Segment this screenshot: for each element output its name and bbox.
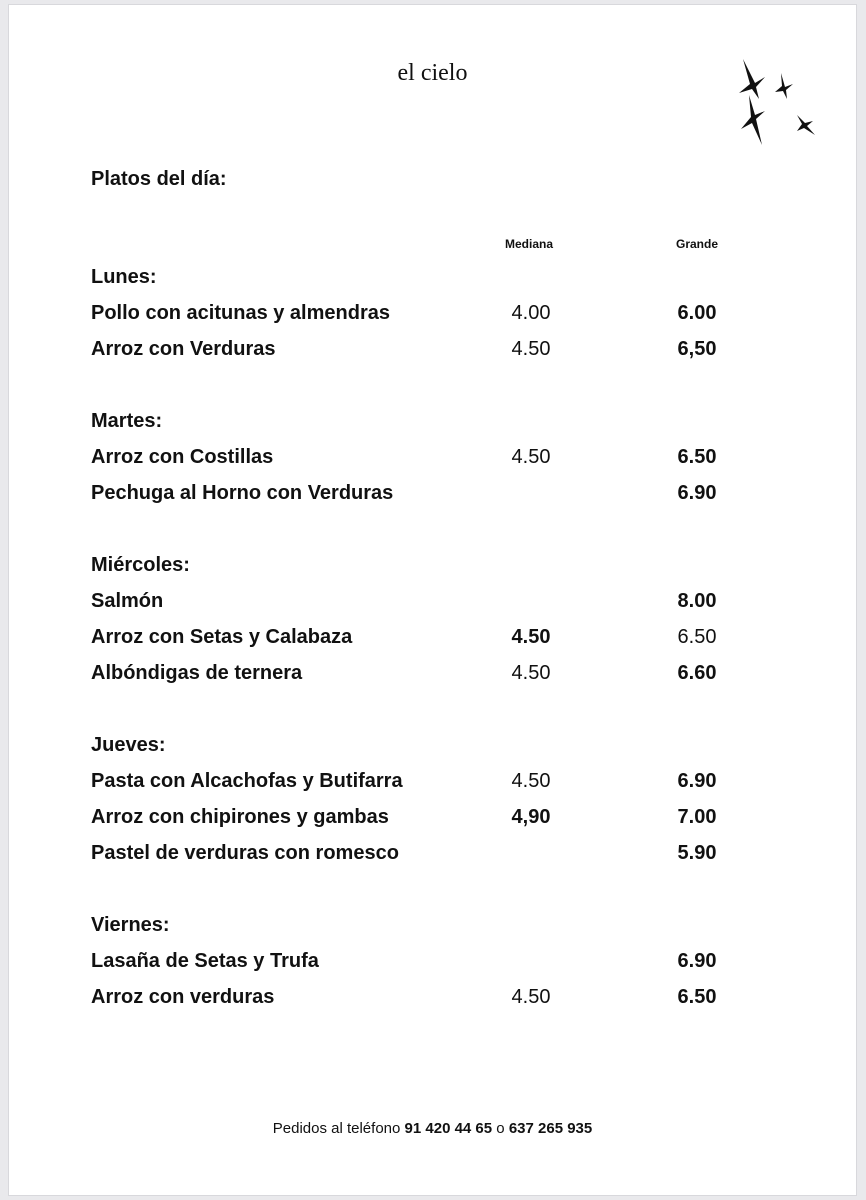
footer-conjunction: o (496, 1120, 505, 1137)
day-label-martes: Martes: (91, 410, 163, 432)
column-header-mediana: Mediana (504, 237, 553, 251)
dish-row (91, 806, 791, 836)
day-label-viernes: Viernes: (91, 914, 170, 936)
birds-icon (729, 53, 819, 153)
order-footer (9, 1120, 856, 1137)
dish-row (91, 626, 791, 656)
dish-name: Pollo con acitunas y almendras (91, 302, 390, 324)
price-mediana: 4.50 (511, 986, 551, 1008)
price-grande: 6.90 (677, 482, 717, 504)
price-mediana: 4.50 (511, 338, 551, 360)
phone-number-1[interactable]: 91 420 44 65 (404, 1120, 493, 1137)
dish-name: Arroz con verduras (91, 986, 275, 1008)
price-grande: 6.50 (677, 986, 717, 1008)
price-grande: 6.50 (677, 446, 717, 468)
dish-row (91, 950, 791, 980)
dish-row (91, 842, 791, 872)
price-grande: 6,50 (677, 338, 717, 360)
price-mediana: 4,90 (511, 806, 551, 828)
dish-row (91, 482, 791, 512)
phone-number-2[interactable]: 637 265 935 (508, 1120, 593, 1137)
price-grande: 6.00 (677, 302, 717, 324)
day-label-jueves: Jueves: (91, 734, 166, 756)
day-label-lunes: Lunes: (91, 266, 157, 288)
dish-name: Pechuga al Horno con Verduras (91, 482, 394, 504)
dish-row (91, 446, 791, 476)
dish-row (91, 986, 791, 1016)
dish-name: Pasta con Alcachofas y Butifarra (91, 770, 403, 792)
price-mediana: 4.00 (511, 302, 551, 324)
dish-name: Lasaña de Setas y Trufa (91, 950, 319, 972)
price-grande: 6.60 (677, 662, 717, 684)
dish-name: Albóndigas de ternera (91, 662, 303, 684)
price-grande: 5.90 (677, 842, 717, 864)
page-title: el cielo (397, 60, 468, 86)
section-heading: Platos del día: (91, 168, 227, 190)
price-grande: 8.00 (677, 590, 717, 612)
dish-row (91, 590, 791, 620)
dish-name: Arroz con chipirones y gambas (91, 806, 389, 828)
dish-name: Arroz con Setas y Calabaza (91, 626, 353, 648)
dish-name: Salmón (91, 590, 164, 612)
price-mediana: 4.50 (511, 626, 551, 648)
price-grande: 7.00 (677, 806, 717, 828)
dish-name: Arroz con Costillas (91, 446, 274, 468)
dish-name: Pastel de verduras con romesco (91, 842, 399, 864)
price-grande: 6.90 (677, 770, 717, 792)
price-grande: 6.90 (677, 950, 717, 972)
price-grande: 6.50 (677, 626, 717, 648)
price-mediana: 4.50 (511, 446, 551, 468)
footer-prefix: Pedidos al teléfono (272, 1120, 401, 1137)
dish-row (91, 302, 791, 332)
menu-page (8, 4, 857, 1196)
price-mediana: 4.50 (511, 662, 551, 684)
dish-row (91, 662, 791, 692)
dish-row (91, 770, 791, 800)
dish-row (91, 338, 791, 368)
dish-name: Arroz con Verduras (91, 338, 276, 360)
day-label-miercoles: Miércoles: (91, 554, 190, 576)
column-header-grande: Grande (675, 237, 718, 251)
price-mediana: 4.50 (511, 770, 551, 792)
